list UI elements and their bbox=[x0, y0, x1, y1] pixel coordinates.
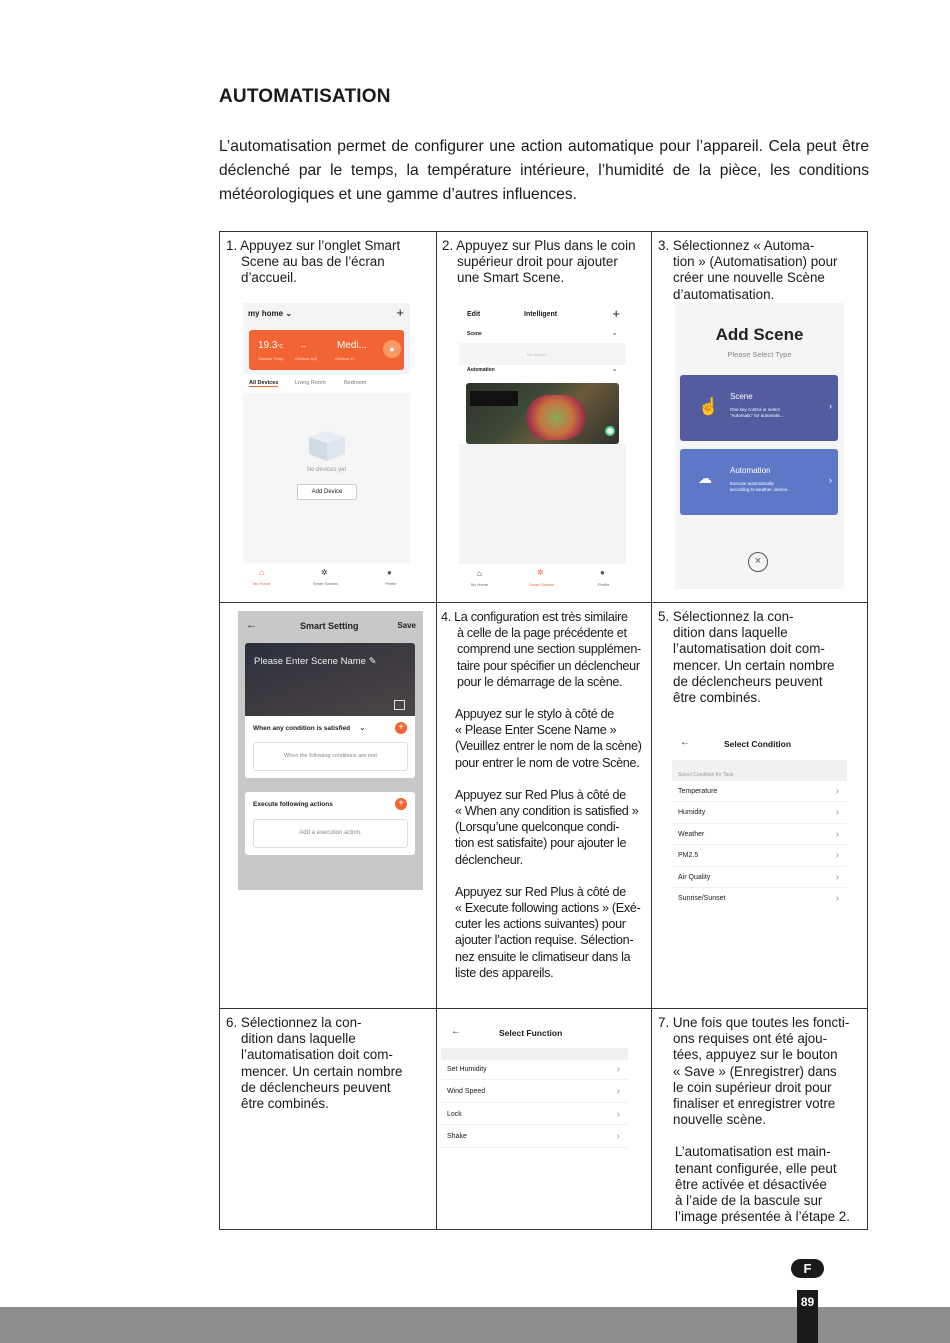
plus-icon[interactable]: + bbox=[612, 306, 620, 321]
list-item-label: Wind Speed bbox=[447, 1088, 486, 1095]
chevron-right-icon: › bbox=[829, 475, 832, 485]
list-item-label: Temperature bbox=[678, 787, 718, 795]
list-item[interactable] bbox=[672, 846, 847, 867]
tab-all-devices: All Devices bbox=[249, 380, 279, 386]
chevron-right-icon: › bbox=[835, 871, 839, 883]
add-condition-icon[interactable]: + bbox=[395, 722, 407, 734]
step-2: 2. Appuyez sur Plus dans le coin supérieur droit pour ajouter une Smart Scene. bbox=[442, 238, 636, 286]
step-6: 6. Sélectionnez la con- dition dans laquelle l’automatisation doit com- mencer. Un certain nombre de déclencheurs peuvent être combinés. bbox=[226, 1015, 403, 1112]
mic-icon: ● bbox=[383, 340, 401, 358]
save-button[interactable]: Save bbox=[397, 621, 416, 630]
profile-icon: ● bbox=[600, 568, 605, 577]
close-icon[interactable]: × bbox=[748, 552, 768, 572]
screenshot-select-function: ← Select Function Set Humidity › Wind Speed › Lock › Shake › bbox=[441, 1017, 628, 1155]
chevron-right-icon: › bbox=[616, 1086, 620, 1097]
list-item[interactable] bbox=[441, 1059, 628, 1080]
add-action-icon[interactable]: + bbox=[395, 798, 407, 810]
screenshot-home: my home ⌄ + 19.3°C -- Medi... Outdoor Temp. Outdoor AQI Outdoor H... ● All Devices Living Room Bedroom No devices yet Add Device ⌂ ✲ ● My Home Smart Scenes Profile bbox=[243, 303, 410, 589]
list-item[interactable] bbox=[672, 781, 847, 802]
chevron-right-icon: › bbox=[835, 850, 839, 861]
touch-icon: ☝ bbox=[698, 397, 720, 416]
automation-card-image bbox=[466, 383, 619, 444]
empty-box-icon bbox=[305, 425, 349, 463]
list-item-label: PM2.5 bbox=[678, 852, 699, 859]
scene-option-card[interactable]: ☝ Scene One key control or select “Automatic” for automatic... › bbox=[680, 375, 838, 441]
language-badge: F bbox=[791, 1259, 824, 1278]
weather-icon: ☁ bbox=[698, 470, 712, 486]
screenshot-select-condition: ← Select Condition Select Condition for Task Temperature › Humidity › Weather › PM2.5 › Air Quality › Sunrise/Sunset › bbox=[672, 722, 847, 908]
image-icon bbox=[394, 700, 405, 710]
add-device-button: Add Device bbox=[297, 484, 357, 500]
screenshot-intelligent: Edit Intelligent + Scene ⌄ No Scenes Automation ⌄ ⌂ ✲ ● My Home Smart Scenes Profile bbox=[459, 303, 626, 589]
home-icon: ⌂ bbox=[477, 569, 482, 578]
list-item-label: Weather bbox=[678, 830, 705, 838]
sun-icon: ✲ bbox=[321, 568, 328, 577]
back-arrow-icon[interactable]: ← bbox=[451, 1026, 461, 1037]
pencil-icon[interactable]: ✎ bbox=[368, 656, 377, 667]
chevron-right-icon: › bbox=[835, 785, 839, 797]
step-3: 3. Sélectionnez « Automa- tion » (Automatisation) pour créer une nouvelle Scène d’automatisation. bbox=[658, 238, 838, 302]
profile-icon: ● bbox=[387, 568, 392, 577]
list-item-label: Air Quality bbox=[678, 873, 711, 881]
home-selector: my home ⌄ bbox=[248, 309, 293, 318]
intro-paragraph: L’automatisation permet de configurer une action automatique pour l’appareil. Cela peut être déclenché par le temps, la température intérieure, l’humidité de la pièce, les conditions météorologiques et une gamme d’autres influences. bbox=[219, 138, 869, 204]
chevron-right-icon: › bbox=[616, 1131, 620, 1142]
tab-living-room: Living Room bbox=[295, 380, 326, 386]
list-item-label: Lock bbox=[447, 1110, 462, 1118]
chevron-right-icon: › bbox=[835, 807, 839, 818]
tab-bedroom: Bedroom bbox=[344, 380, 367, 386]
table-divider bbox=[219, 1008, 868, 1009]
page-title: AUTOMATISATION bbox=[219, 86, 391, 107]
step-1: 1. Appuyez sur l’onglet Smart Scene au bas de l’écran d’accueil. bbox=[226, 238, 401, 286]
weather-card: 19.3°C -- Medi... Outdoor Temp. Outdoor AQI Outdoor H... ● bbox=[249, 330, 404, 370]
list-item[interactable] bbox=[441, 1082, 628, 1103]
step-7: 7. Une fois que toutes les foncti- ons requises ont été ajou- tées, appuyez sur le bouton « Save » (Enregistrer) dans le coin supérieur droit pour finaliser et enregistrer votre nouvelle scène. L’automatisation est main- tenant configurée, elle peut être activée et désactivée à l’aide de la bascule sur l’image présentée à l’étape 2. bbox=[658, 1015, 850, 1225]
page-number: 89 bbox=[797, 1290, 818, 1343]
chevron-right-icon: › bbox=[829, 401, 832, 411]
toggle-switch[interactable] bbox=[605, 426, 615, 436]
list-item[interactable] bbox=[672, 824, 847, 845]
table-divider bbox=[651, 231, 652, 1230]
chevron-down-icon: ⌄ bbox=[611, 328, 618, 337]
back-arrow-icon[interactable]: ← bbox=[680, 737, 690, 748]
step-4: 4. La configuration est très similaire à celle de la page précédente et comprend une section supplémen- taire pour spécifier un déclencheur pour le démarrage de la scène. Appuyez sur le stylo à côté de « Please Enter Scene Name » (Veuillez entrer le nom de la scène) pour entrer le nom de votre Scène. Appuyez sur Red Plus à côté de « When any condition is satisfied » (Lorsqu’une quelconque condi- tion est satisfaite) pour ajouter le déclencheur. Appuyez sur Red Plus à côté de « Execute following actions » (Exé- cuter les actions suivantes) pour ajouter l’action requise. Sélection- nez ensuite le climatiseur dans la liste des appareils. bbox=[441, 610, 642, 980]
back-arrow-icon[interactable]: ← bbox=[246, 619, 257, 631]
plus-icon: + bbox=[396, 305, 404, 320]
screenshot-add-scene: Add Scene Please Select Type ☝ Scene One key control or select “Automatic” for automatic... › ☁ Automation Execute automatically according to weather, device... › × bbox=[675, 303, 844, 589]
list-item[interactable] bbox=[441, 1127, 628, 1148]
sun-icon: ✲ bbox=[537, 568, 544, 577]
table-divider bbox=[436, 231, 437, 1230]
list-item[interactable] bbox=[441, 1104, 628, 1125]
list-item-label: Humidity bbox=[678, 809, 706, 816]
chevron-right-icon: › bbox=[835, 893, 839, 904]
chevron-right-icon: › bbox=[616, 1063, 620, 1075]
scene-cover-image: Please Enter Scene Name ✎ bbox=[245, 643, 415, 716]
list-item-label: Shake bbox=[447, 1133, 467, 1140]
table-divider bbox=[219, 602, 868, 603]
list-item[interactable] bbox=[672, 803, 847, 824]
step-5: 5. Sélectionnez la con- dition dans laquelle l’automatisation doit com- mencer. Un certain nombre de déclencheurs peuvent être combinés. bbox=[658, 609, 835, 706]
chevron-right-icon: › bbox=[616, 1108, 620, 1120]
list-item-label: Sunrise/Sunset bbox=[678, 895, 726, 902]
chevron-down-icon: ⌄ bbox=[611, 364, 618, 373]
list-item[interactable] bbox=[672, 867, 847, 888]
automation-option-card[interactable]: ☁ Automation Execute automatically according to weather, device... › bbox=[680, 449, 838, 515]
screenshot-smart-setting: ← Smart Setting Save Please Enter Scene Name ✎ When any condition is satisfied ⌄ + When the following conditions are met Execute following actions + Add a execution action. bbox=[238, 611, 423, 890]
chevron-right-icon: › bbox=[835, 828, 839, 840]
home-icon: ⌂ bbox=[259, 568, 264, 577]
list-item[interactable] bbox=[672, 889, 847, 909]
list-item-label: Set Humidity bbox=[447, 1065, 487, 1073]
